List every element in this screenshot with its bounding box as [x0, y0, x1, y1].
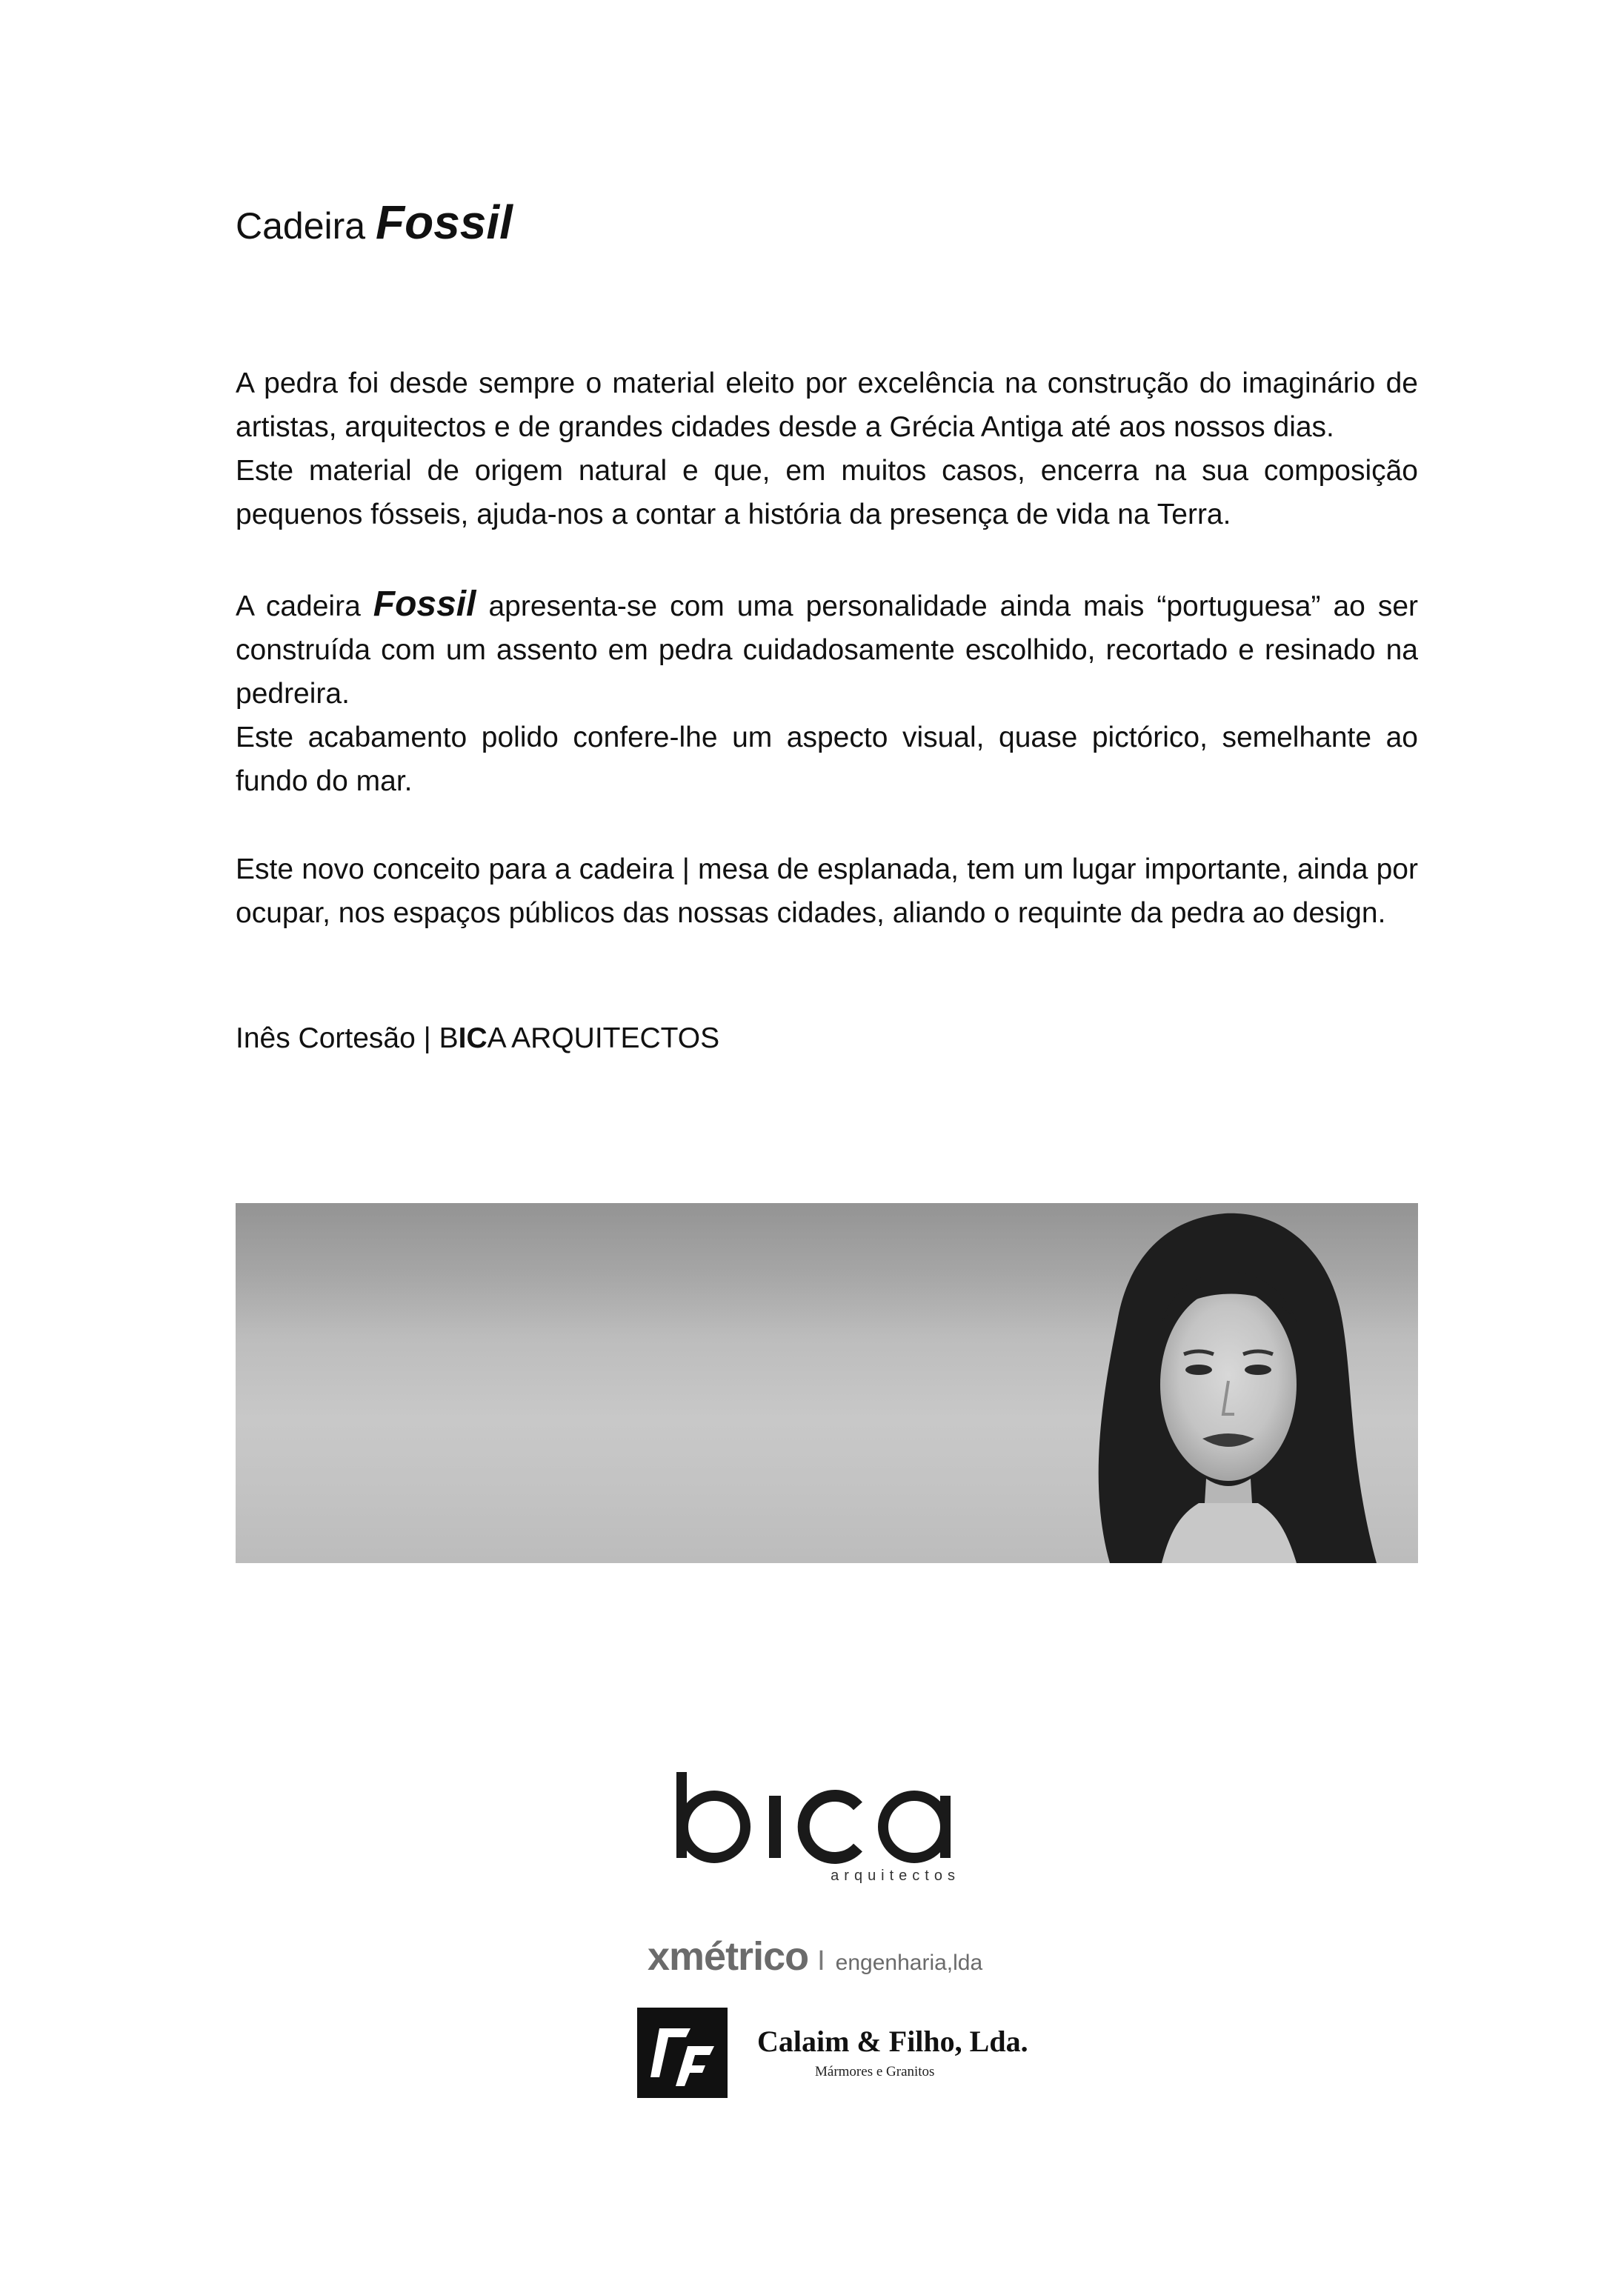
page-title: [236, 194, 513, 251]
signature-firm-bold: IC: [458, 1022, 487, 1054]
xmetrico-logo: [648, 1934, 982, 1979]
portrait-banner-image: [236, 1203, 1418, 1563]
paragraph: Este novo conceito para a cadeira | mesa de esplanada, tem um lugar importante, ainda por ocupar, nos espaços públicos das nossas cidades, aliando o requinte da pedra ao design.: [236, 853, 1418, 929]
paragraph: A pedra foi desde sempre o material eleito por excelência na construção do imaginário de artistas, arquitectos e de grandes cidades desde a Grécia Antiga até aos nossos dias.: [236, 367, 1418, 443]
xmetrico-separator: I: [817, 1945, 825, 1976]
signature: [236, 1016, 719, 1060]
calaim-logo: [637, 2008, 1028, 2099]
calaim-subtitle: Mármores e Granitos: [815, 2064, 935, 2079]
text-run: A cadeira: [236, 590, 361, 622]
text-run: apresenta-se com uma personalidade ainda mais “portuguesa” ao ser construída com um assento em pedra cuidadosamente escolhido, recortado e resinado na pedreira.: [236, 590, 1419, 710]
section-product: [236, 582, 1418, 803]
section-intro: [236, 362, 1418, 536]
paragraph: Este acabamento polido confere-lhe um aspecto visual, quase pictórico, semelhante ao fundo do mar.: [236, 722, 1418, 797]
title-product-name: Fossil: [376, 196, 513, 249]
xmetrico-brand: xmétrico: [648, 1934, 809, 1979]
title-prefix: Cadeira: [236, 205, 366, 247]
section-concept: [236, 847, 1418, 935]
portrait-photo: [236, 1203, 1418, 1563]
paragraph: [236, 582, 1418, 716]
signature-firm-rest: A ARQUITECTOS: [487, 1022, 720, 1054]
inline-product-name: Fossil: [373, 585, 476, 624]
bica-logo-subtitle: arquitectos: [831, 1868, 960, 1884]
bica-logo-mark: [667, 1771, 993, 1889]
paragraph: Este material de origem natural e que, em muitos casos, encerra na sua composição pequenos fósseis, ajuda-nos a contar a história da presença de vida na Terra.: [236, 455, 1418, 530]
calaim-cf-mark-icon: [637, 2008, 728, 2098]
xmetrico-tagline: engenharia,lda: [835, 1951, 983, 1975]
bica-logo: [667, 1771, 993, 1889]
calaim-company-name: Calaim & Filho, Lda.: [757, 2025, 1028, 2058]
signature-author: Inês Cortesão | B: [236, 1022, 459, 1054]
